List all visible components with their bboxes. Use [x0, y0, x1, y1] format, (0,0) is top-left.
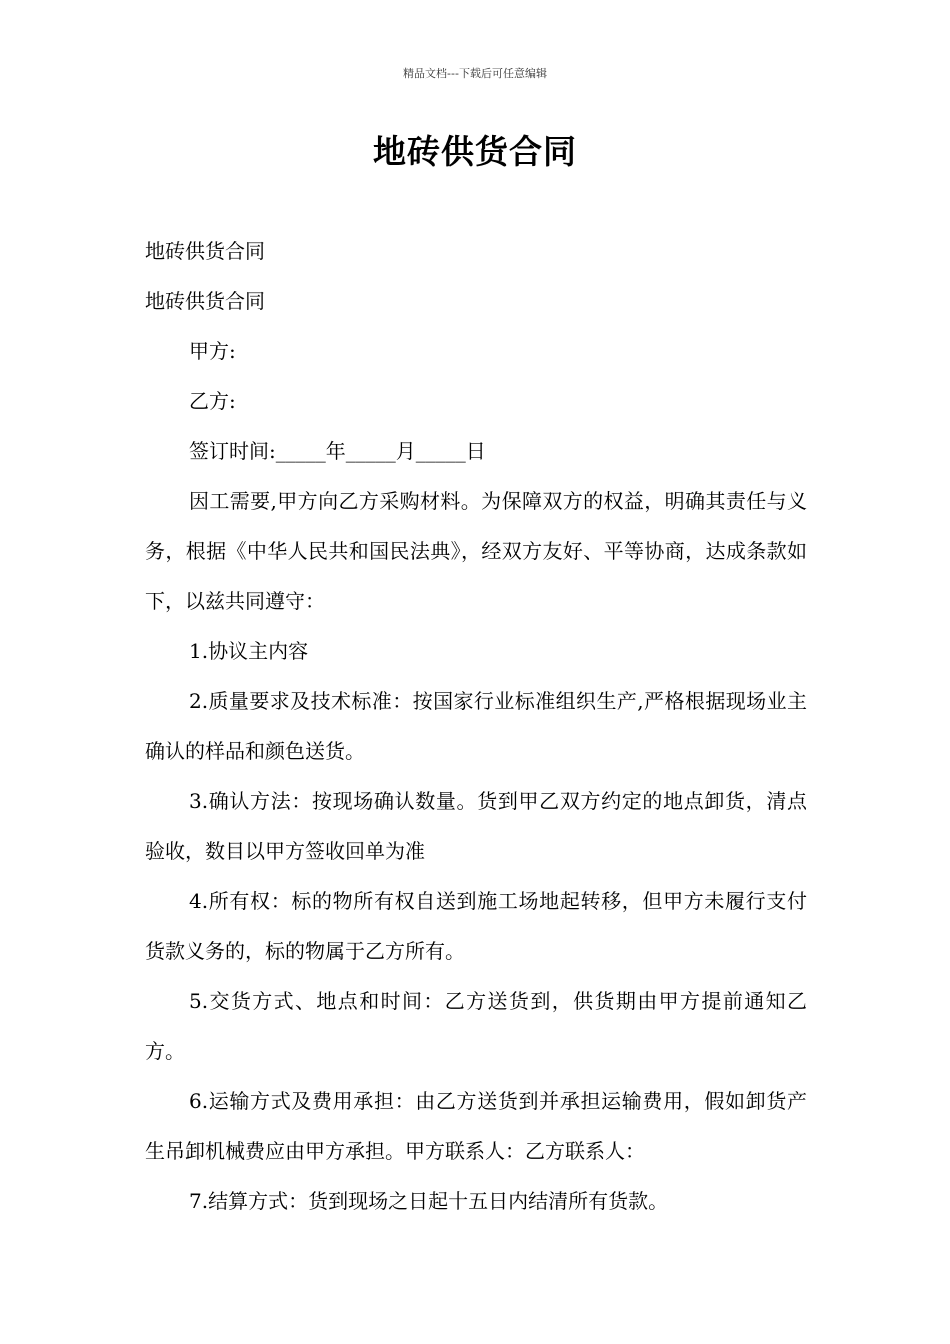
signing-date-line: 签订时间:_____年_____月_____日	[189, 439, 486, 463]
document-title: 地砖供货合同	[373, 132, 577, 171]
header-note: 精品文档---下载后可任意编辑	[403, 67, 547, 80]
party-a-line: 甲方:	[189, 339, 236, 363]
clause-6: 6.运输方式及费用承担：由乙方送货到并承担运输费用，假如卸货产生吊卸机械费应由甲方承担。甲方联系人：乙方联系人：	[145, 1089, 807, 1163]
clause-3: 3.确认方法：按现场确认数量。货到甲乙双方约定的地点卸货，清点验收，数目以甲方签收回单为准	[145, 789, 807, 863]
clause-2: 2.质量要求及技术标准：按国家行业标准组织生产,严格根据现场业主确认的样品和颜色送货。	[145, 689, 807, 763]
contract-body	[145, 226, 807, 1226]
clause-5: 5.交货方式、地点和时间：乙方送货到，供货期由甲方提前通知乙方。	[145, 989, 807, 1063]
clause-7: 7.结算方式：货到现场之日起十五日内结清所有货款。	[189, 1189, 669, 1213]
paragraph-doc-name-1: 地砖供货合同	[145, 239, 265, 263]
party-b-line: 乙方:	[189, 389, 236, 413]
paragraph-doc-name-2: 地砖供货合同	[145, 289, 265, 313]
clause-1: 1.协议主内容	[189, 639, 309, 663]
clause-4: 4.所有权：标的物所有权自送到施工场地起转移，但甲方未履行支付货款义务的，标的物属于乙方所有。	[145, 889, 807, 963]
preamble-paragraph: 因工需要,甲方向乙方采购材料。为保障双方的权益，明确其责任与义务，根据《中华人民共和国民法典》，经双方友好、平等协商，达成条款如下，以兹共同遵守：	[145, 489, 807, 613]
